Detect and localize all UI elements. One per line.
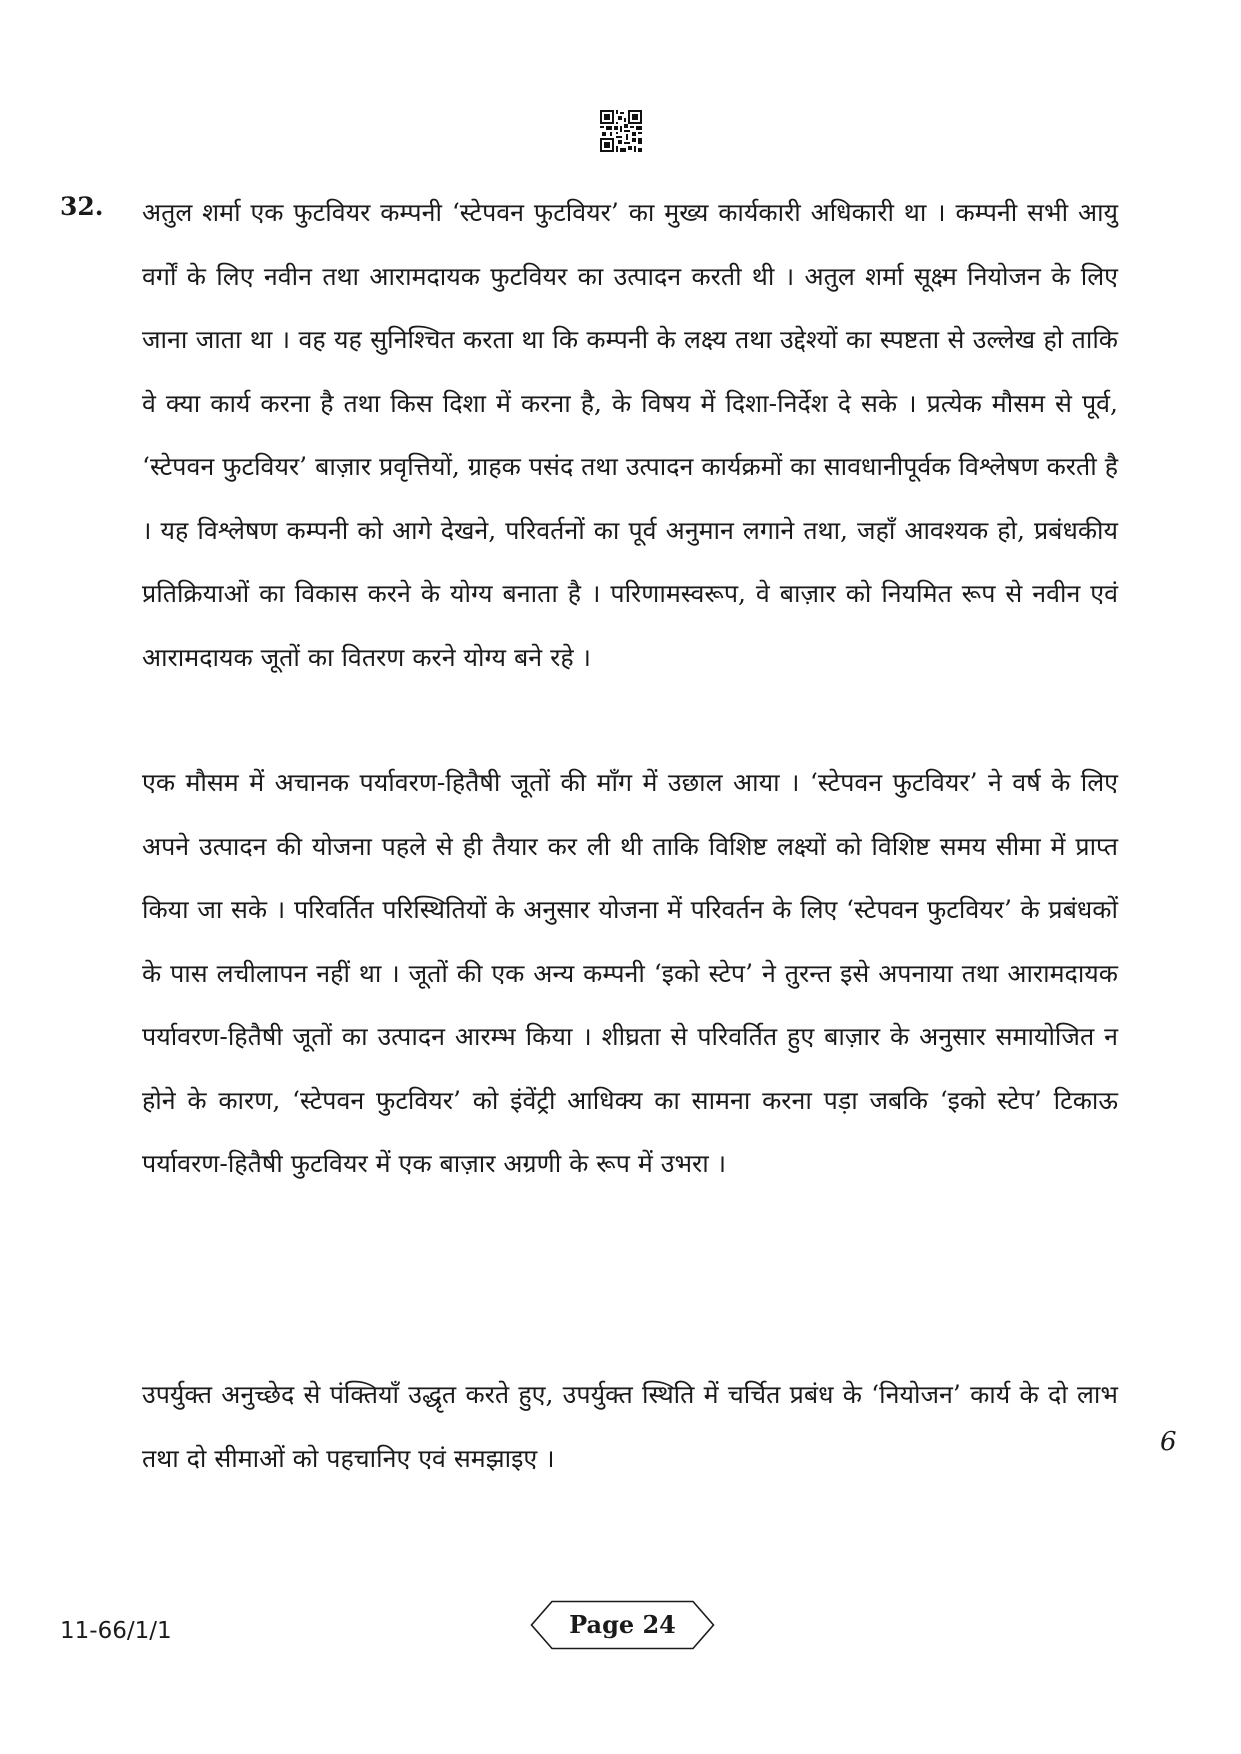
question-number: 32. (60, 192, 104, 221)
page-number-badge (530, 1600, 715, 1650)
question-paragraph-1: अतुल शर्मा एक फुटवियर कम्पनी ‘स्टेपवन फुटवियर’ का मुख्य कार्यकारी अधिकारी था । कम्पनी सभी आयु वर्गों के लिए नवीन तथा आरामदायक फुटवियर का उत्पादन करती थी । अतुल शर्मा सूक्ष्म नियोजन के लिए जाना जाता था । वह यह सुनिश्चित करता था कि कम्पनी के लक्ष्य तथा उद्देश्यों का स्पष्टता से उल्लेख हो ताकि वे क्या कार्य करना है तथा किस दिशा में करना है, के विषय में दिशा-निर्देश दे सके । प्रत्येक मौसम से पूर्व, ‘स्टेपवन फुटवियर’ बाज़ार प्रवृत्तियों, ग्राहक पसंद तथा उत्पादन कार्यक्रमों का सावधानीपूर्वक विश्लेषण करती है । यह विश्लेषण कम्पनी को आगे देखने, परिवर्तनों का पूर्व अनुमान लगाने तथा, जहाँ आवश्यक हो, प्रबंधकीय प्रतिक्रियाओं का विकास करने के योग्य बनाता है । परिणामस्वरूप, वे बाज़ार को नियमित रूप से नवीन एवं आरामदायक जूतों का वितरण करने योग्य बने रहे । (142, 198, 1118, 672)
page-number: Page 24 (569, 1610, 676, 1639)
qr-code-icon (600, 110, 642, 152)
question-prompt: उपर्युक्त अनुच्छेद से पंक्तियाँ उद्धृत करते हुए, उपर्युक्त स्थिति में चर्चित प्रबंध के ‘नियोजन’ कार्य के दो लाभ तथा दो सीमाओं को पहचानिए एवं समझाइए । (142, 1380, 1118, 1473)
question-marks: 6 (1160, 1427, 1177, 1457)
question-paragraph-2: एक मौसम में अचानक पर्यावरण-हितैषी जूतों की माँग में उछाल आया । ‘स्टेपवन फुटवियर’ ने वर्ष के लिए अपने उत्पादन की योजना पहले से ही तैयार कर ली थी ताकि विशिष्ट लक्ष्यों को विशिष्ट समय सीमा में प्राप्त किया जा सके । परिवर्तित परिस्थितियों के अनुसार योजना में परिवर्तन के लिए ‘स्टेपवन फुटवियर’ के प्रबंधकों के पास लचीलापन नहीं था । जूतों की एक अन्य कम्पनी ‘इको स्टेप’ ने तुरन्त इसे अपनाया तथा आरामदायक पर्यावरण-हितैषी जूतों का उत्पादन आरम्भ किया । शीघ्रता से परिवर्तित हुए बाज़ार के अनुसार समायोजित न होने के कारण, ‘स्टेपवन फुटवियर’ को इंवेंट्री आधिक्य का सामना करना पड़ा जबकि ‘इको स्टेप’ टिकाऊ पर्यावरण-हितैषी फुटवियर में एक बाज़ार अग्रणी के रूप में उभरा । (142, 768, 1118, 1178)
paper-code: 11-66/1/1 (60, 1618, 172, 1644)
